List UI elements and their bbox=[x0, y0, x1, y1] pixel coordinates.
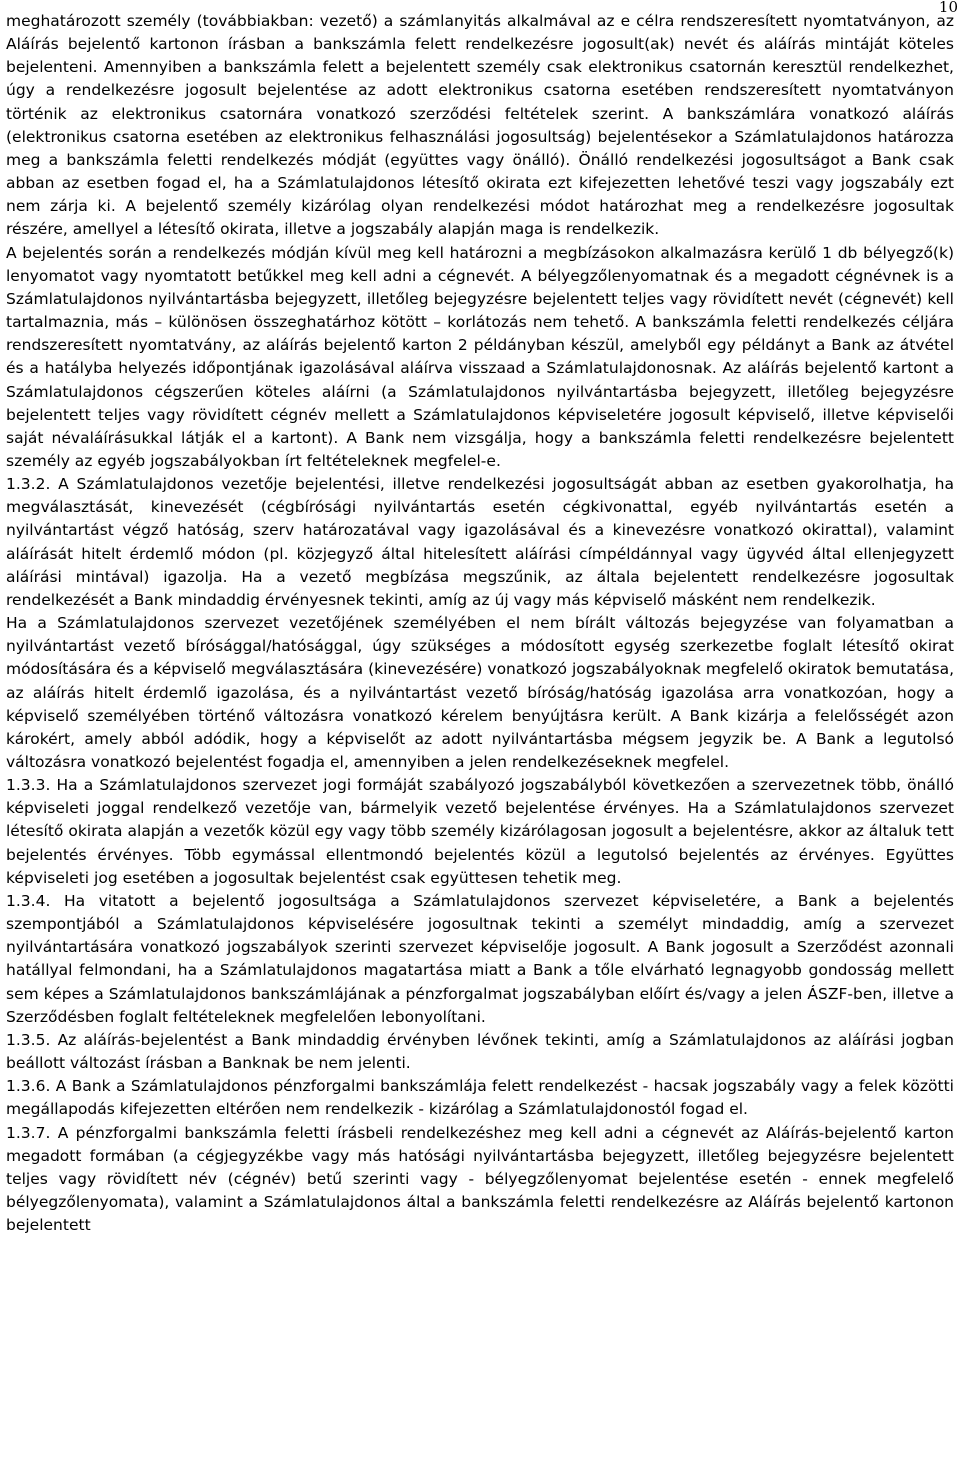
paragraph-1-3-4: 1.3.4. Ha vitatott a bejelentő jogosultsága a Számlatulajdonos szervezet képviseletére, a Bank a bejelentés szempontjából a Számlatulajdonos képviselésére jogosultnak tekinti a személyt mindaddig, amíg a szervezet nyilvántartására vonatkozó jogszabályok szerinti szervezet képviselője jogosult. A Bank jogosult a Szerződést azonnali hatállyal felmondani, ha a Számlatulajdonos magatartása miatt a Bank a tőle elvárható legnagyobb gondosság mellett sem képes a Számlatulajdonos bankszámlájának a pénzforgalmat jogszabályban előírt és/vagy a jelen ÁSZF-ben, illetve a Szerződésben foglalt feltételeknek megfelelően lebonyolítani. bbox=[6, 891, 954, 1026]
paragraph-1-3-6: 1.3.6. A Bank a Számlatulajdonos pénzforgalmi bankszámlája felett rendelkezést - hacsak jogszabály vagy a felek közötti megállapodás kifejezetten eltérően nem rendelkezik - kizárólag a Számlatulajdonostól fogad el. bbox=[6, 1077, 954, 1119]
paragraph-1-3-7: 1.3.7. A pénzforgalmi bankszámla feletti írásbeli rendelkezéshez meg kell adni a cégnevét az Aláírás-bejelentő karton megadott formában (a cégjegyzékbe vagy más hatósági nyilvántartásba bejegyzett, illetőleg bejegyzésre bejelentett teljes vagy rövidített név (cégnév) betű szerinti vagy - bélyegzőlenyomat bejelentése esetén - ennek megfelelő bélyegzőlenyomata), valamint a Számlatulajdonos által a bankszámla feletti rendelkezésre az Aláírás bejelentő kartonon bejelentett bbox=[6, 1123, 954, 1235]
paragraph-1-3-2: 1.3.2. A Számlatulajdonos vezetője bejelentési, illetve rendelkezési jogosultságát abban az esetben gyakorolhatja, ha megválasztását, kinevezését (cégbírósági nyilvántartás esetén cégkivonattal, egyéb nyilvántartás esetén a nyilvántartást végző hatóság, szerv határozatával vagy igazolásával és a kinevezésre vonatkozó okirattal), valamint aláírását hitelt érdemlő módon (pl. közjegyző által hitelesített aláírási címpéldánnyal vagy ügyvéd által ellenjegyzett aláírási mintával) igazolja. Ha a vezető megbízása megszűnik, az általa bejelentett rendelkezésre jogosultak rendelkezését a Bank mindaddig érvényesnek tekinti, amíg az új vagy más képviselő másként nem rendelkezik. bbox=[6, 475, 954, 609]
paragraph-signature-registration: meghatározott személy (továbbiakban: vezető) a számlanyitás alkalmával az e célra rendszeresített nyomtatványon, az Aláírás bejelentő kartonon írásban a bankszámla felett rendelkezésre jogosult(ak) nevét és aláírás mintáját köteles bejelenteni. Amennyiben a bankszámla felett a bejelentett személy csak elektronikus csatornán keresztül rendelkezhet, úgy a rendelkezésre jogosult bejelentése az adott elektronikus csatorna esetében rendszeresített nyomtatványon történik az elektronikus csatornára vonatkozó szerződési feltételek szerint. A bankszámlára vonatkozó aláírás (elektronikus csatorna esetében az elektronikus felhasználási jogosultság) bejelentésekor a Számlatulajdonos határozza meg a bankszámla feletti rendelkezés módját (együttes vagy önálló). Önálló rendelkezési jogosultságot a Bank csak abban az esetben fogad el, ha a Számlatulajdonos létesítő okirata ezt kifejezetten lehetővé teszi vagy jogszabály ezt nem zárja ki. A bejelentő személy kizárólag olyan rendelkezési módot határozhat meg a rendelkezésre jogosultak részére, amellyel a létesítő okirata, illetve a jogszabály alapján maga is rendelkezik. bbox=[6, 12, 954, 239]
paragraph-stamp-requirements: A bejelentés során a rendelkezés módján kívül meg kell határozni a megbízásokon alkalmazásra kerülő 1 db bélyegző(k) lenyomatot vagy nyomtatott betűkkel meg kell adni a cégnevét. A bélyegzőlenyomatnak és a megadott cégnévnek is a Számlatulajdonos nyilvántartásba bejegyzett, illetőleg bejegyzésre bejelentett teljes vagy rövidített nevét (cégnevét) kell tartalmaznia, más – különösen összeghatárhoz kötött – korlátozás nem tehető. A bankszámla feletti rendelkezés céljára rendszeresített nyomtatvány, az aláírás bejelentő karton 2 példányban készül, amelyből egy példányt a Bank az átvétel és a hatályba helyezés időpontjának igazolásával aláírva visszaad a Számlatulajdonosnak. Az aláírás bejelentő kartont a Számlatulajdonos cégszerűen köteles aláírni (a Számlatulajdonos nyilvántartásba bejegyzett, illetőleg bejegyzésre bejelentett teljes vagy rövidített cégnév mellett a Számlatulajdonos képviseletére jogosult képviselő, illetve képviselői saját névaláírásukkal látják el a kartont). A Bank nem vizsgálja, hogy a bankszámla feletti rendelkezésre bejelentett személy az egyéb jogszabályokban írt feltételeknek megfelel-e. bbox=[6, 243, 954, 470]
page-number: 10 bbox=[938, 0, 958, 16]
paragraph-1-3-5: 1.3.5. Az aláírás-bejelentést a Bank mindaddig érvényben lévőnek tekinti, amíg a Számlatulajdonos az aláírási jogban beállott változást írásban a Banknak be nem jelenti. bbox=[6, 1030, 954, 1073]
document-body bbox=[6, 0, 954, 1237]
paragraph-manager-change: Ha a Számlatulajdonos szervezet vezetőjének személyében el nem bírált változás bejegyzése van folyamatban a nyilvántartást vezető bírósággal/hatósággal, úgy szükséges a módosított egység szerkezetbe foglalt létesítő okirat módosítására és a képviselő megválasztására (kinevezésére) vonatkozó jogszabályoknak megfelelő okiratok bemutatása, az aláírás hitelt érdemlő igazolása, és a nyilvántartást vezető bíróság/hatóság igazolása arra vonatkozóan, hogy a képviselő személyében történő változásra vonatkozó kérelem benyújtásra került. A Bank kizárja a felelősségét azon károkért, amely abból adódik, hogy a képviselőt az adott nyilvántartásba mégsem jegyzik be. A Bank a legutolsó változásra vonatkozó bejelentést fogadja el, amennyiben a jelen rendelkezéseknek megfelel. bbox=[6, 614, 954, 771]
paragraph-1-3-3: 1.3.3. Ha a Számlatulajdonos szervezet jogi formáját szabályozó jogszabályból következően a szervezetnek több, önálló képviseleti joggal rendelkező vezetője van, bármelyik vezető bejelentése érvényes. Ha a Számlatulajdonos szervezet létesítő okirata alapján a vezetők közül egy vagy több személy kizárólagosan jogosult a bejelentésre, akkor az általuk tett bejelentés érvényes. Több egymással ellentmondó bejelentés közül a legutolsó bejelentés az érvényes. Együttes képviseleti jog esetében a jogosultak bejelentést csak együttesen tehetik meg. bbox=[6, 776, 954, 887]
